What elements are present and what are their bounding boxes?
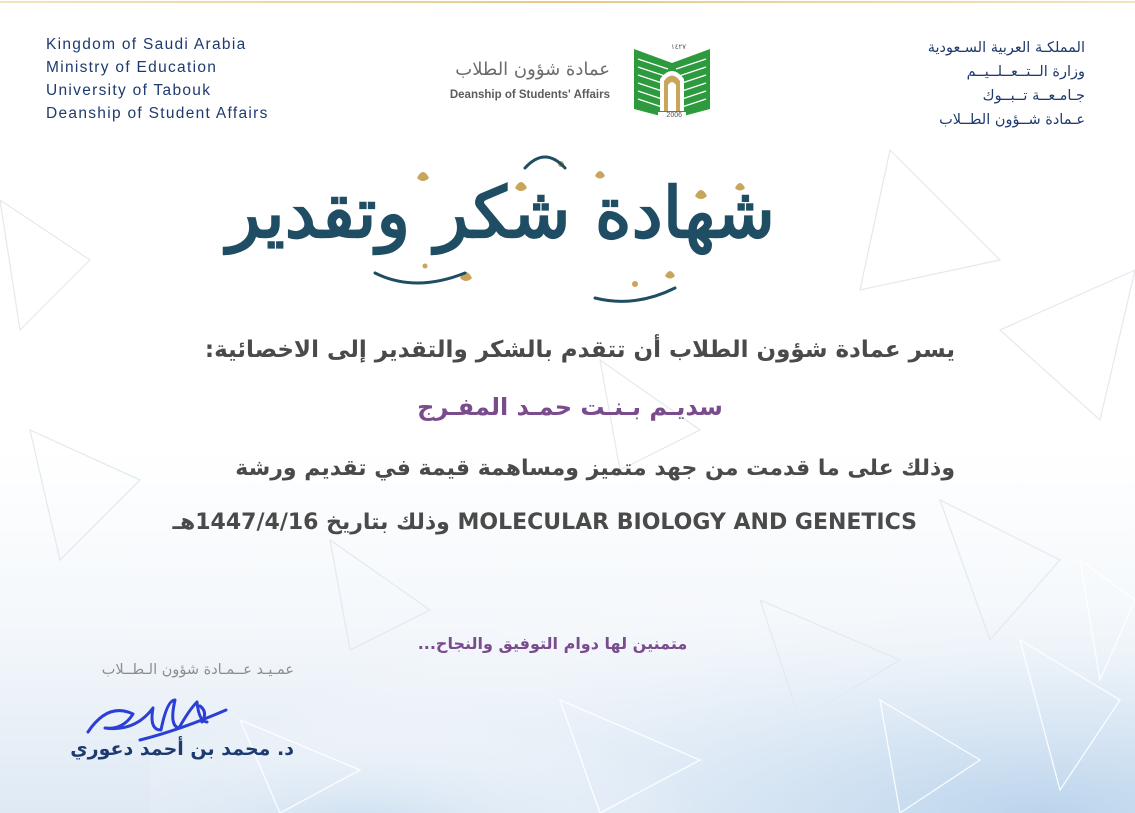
recipient-name: سديـم بـنـت حمـد المفـرج bbox=[417, 393, 723, 421]
header-line-kingdom-ar: المملكـة العربية السـعودية bbox=[927, 40, 1085, 56]
closing-wish: متمنين لها دوام التوفيق والنجاح... bbox=[417, 634, 688, 653]
header-line-deanship: Deanship of Student Affairs bbox=[46, 105, 269, 122]
dean-title: عمـيـد عــمـادة شؤون الـطــلاب bbox=[101, 662, 294, 678]
logo-arabic-text: عمادة شؤون الطلاب bbox=[455, 59, 610, 80]
english-header bbox=[46, 33, 269, 125]
header-line-ministry-ar: وزارة الــتــعــلــيــم bbox=[966, 64, 1085, 80]
logo-english-text: Deanship of Students' Affairs bbox=[449, 89, 610, 101]
emblem-year-bottom: 2006 bbox=[666, 112, 682, 119]
university-tabouk-emblem-icon bbox=[628, 45, 716, 121]
dean-name: د. محمد بن أحمد دعوري bbox=[70, 738, 294, 760]
reason-text: وذلك على ما قدمت من جهد متميز ومساهمة قيمة في تقديم ورشة bbox=[235, 456, 955, 481]
header-line-kingdom: Kingdom of Saudi Arabia bbox=[46, 36, 247, 53]
deanship-logo bbox=[426, 45, 716, 123]
header-line-university: University of Tabouk bbox=[46, 82, 212, 99]
arabic-header bbox=[928, 36, 1085, 132]
certificate-title: شهادة شكر وتقدير bbox=[226, 171, 775, 254]
emblem-year-top: ١٤٢٧ bbox=[670, 43, 686, 51]
header-line-deanship-ar: عـمادة شــؤون الطــلاب bbox=[939, 112, 1085, 128]
workshop-detail-text: MOLECULAR BIOLOGY AND GENETICS وذلك بتاريخ 1447/4/16هـ bbox=[172, 510, 917, 535]
certificate-title-calligraphy bbox=[226, 148, 775, 308]
header-line-university-ar: جـامـعــة تــبــوك bbox=[982, 88, 1085, 104]
intro-text: يسر عمادة شؤون الطلاب أن تتقدم بالشكر والتقدير إلى الاخصائية: bbox=[204, 337, 955, 363]
header-line-ministry: Ministry of Education bbox=[46, 59, 218, 76]
